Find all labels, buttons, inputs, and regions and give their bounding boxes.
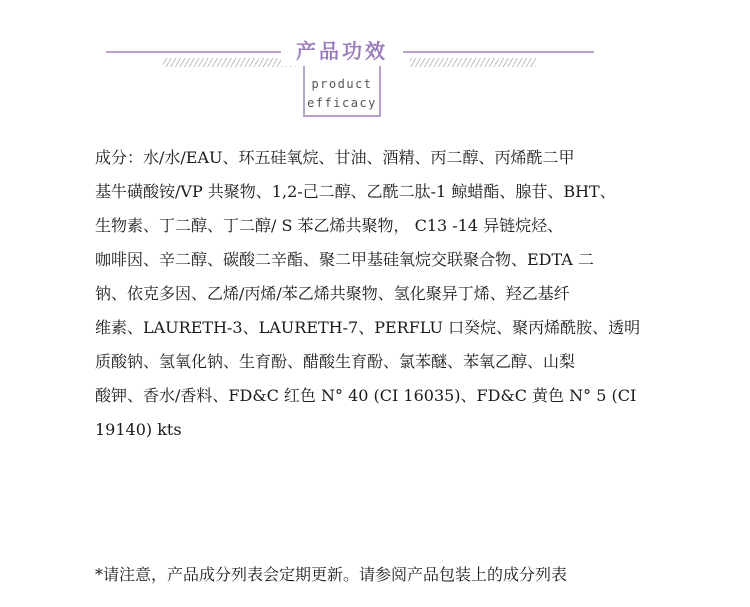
ingredients-line: 酸钾、香水/香料、FD&C 红色 N° 40 (CI 16035)、FD&C 黄色 N° 5 (CI: [95, 386, 637, 405]
header-hatch-left: [163, 58, 296, 67]
ingredients-line: 成分：水/水/EAU、环五硅氧烷、甘油、酒精、丙二醇、丙烯酰二甲: [95, 148, 575, 167]
ingredients-line: 咖啡因、辛二醇、碳酸二辛酯、聚二甲基硅氧烷交联聚合物、EDTA 二: [95, 250, 594, 269]
header-hatch-right: [410, 58, 536, 67]
ingredients-line: 基牛磺酸铵/VP 共聚物、1,2-己二醇、乙酰二肽-1 鲸蜡酯、腺苷、BHT、: [95, 182, 616, 201]
ingredients-line: 19140) kts: [95, 420, 182, 439]
section-title: 产品功效: [296, 39, 388, 63]
section-subtitle-line1: product: [311, 77, 373, 91]
ingredients-line: 质酸钠、氢氧化钠、生育酚、醋酸生育酚、氯苯醚、苯氧乙醇、山梨: [95, 352, 576, 371]
ingredients-paragraph: [95, 141, 655, 447]
ingredients-line: 钠、依克多因、乙烯/丙烯/苯乙烯共聚物、氢化聚异丁烯、羟乙基纤: [95, 284, 570, 303]
ingredients-line: 生物素、丁二醇、丁二醇/ S 苯乙烯共聚物， C13 -14 异链烷烃、: [95, 216, 564, 235]
ingredients-line: 维素、LAURETH-3、LAURETH-7、PERFLU 口癸烷、聚丙烯酰胺、透明: [95, 318, 641, 337]
section-header: [0, 0, 750, 130]
update-notice: *请注意，产品成分列表会定期更新。请参阅产品包装上的成分列表: [95, 565, 568, 584]
section-subtitle-line2: efficacy: [307, 96, 377, 110]
